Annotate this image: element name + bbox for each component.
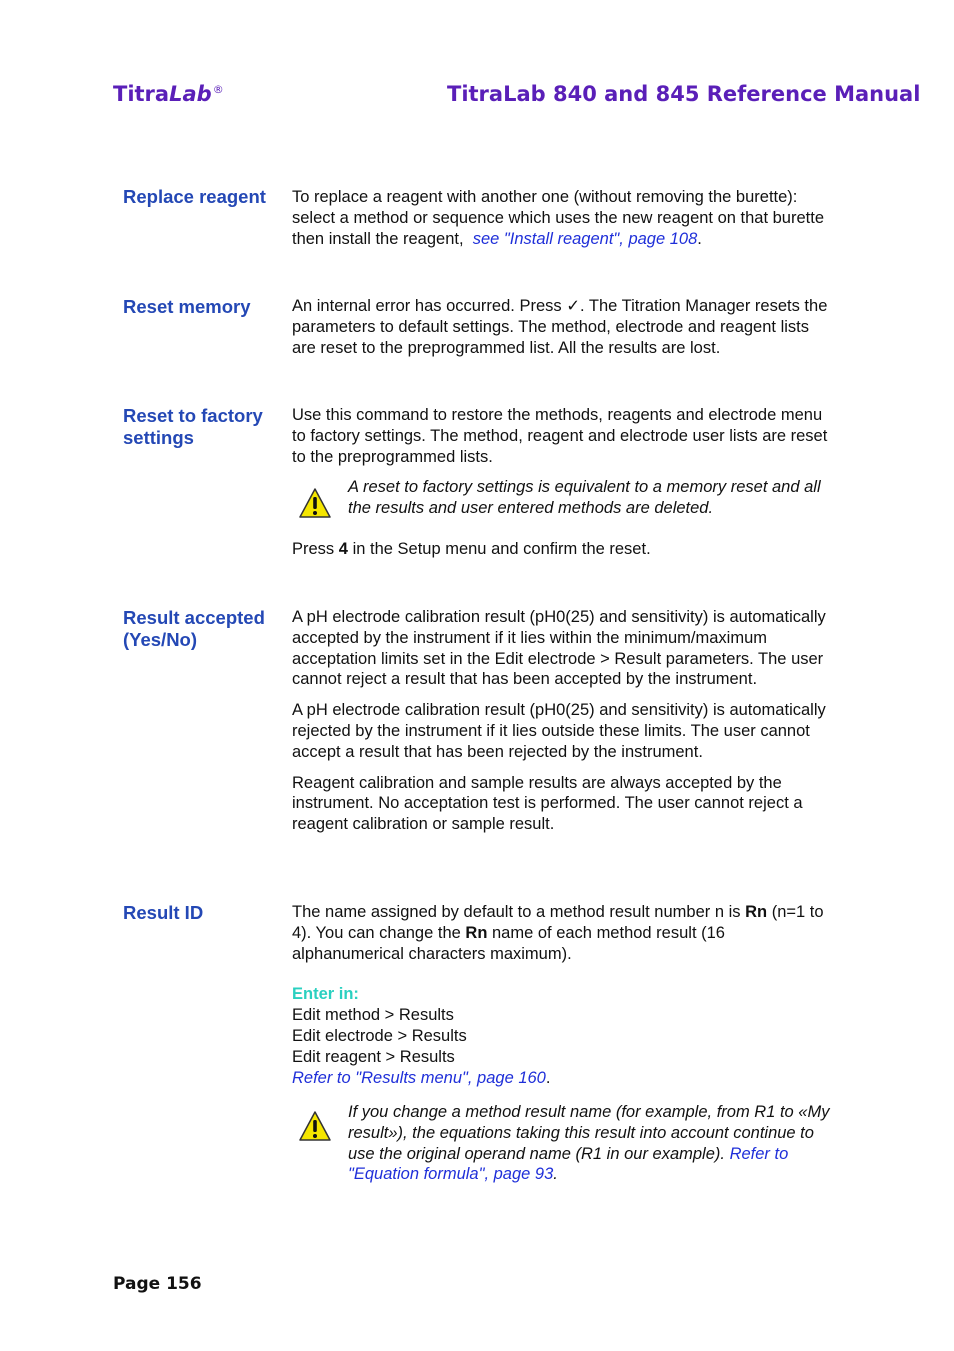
term-result-accepted-l2: (Yes/No) bbox=[123, 629, 198, 650]
result-id-text-b: (n=1 to 4). You can change the bbox=[292, 903, 824, 942]
note-result-id bbox=[292, 1102, 837, 1185]
enter-item: Edit reagent > Results bbox=[292, 1047, 455, 1066]
page-number: Page 156 bbox=[113, 1274, 202, 1294]
body-result-accepted bbox=[292, 607, 837, 845]
term-result-id: Result ID bbox=[123, 902, 204, 923]
result-accepted-p3: Reagent calibration and sample results are always accepted by the instrument. No acceptation test is performed. The user cannot reject a reagent calibration or sample result. bbox=[292, 773, 803, 834]
enter-in-label: Enter in: bbox=[292, 985, 359, 1004]
note-result-id-body: If you change a method result name (for example, from R1 to «My result»), the equations taking this result into account continue to use the original operand name (R1 in our example). bbox=[348, 1103, 830, 1163]
press-text-a: Press bbox=[292, 540, 335, 558]
note-reset-factory bbox=[292, 477, 837, 519]
enter-item: Edit electrode > Results bbox=[292, 1026, 467, 1045]
replace-reagent-text: To replace a reagent with another one (without removing the burette): select a method or sequence which uses the new reagent on that burette then install the reagent, bbox=[292, 188, 825, 248]
reset-memory-text-a: An internal error has occurred. Press bbox=[292, 297, 562, 315]
result-accepted-p2: A pH electrode calibration result (pH0(25) and sensitivity) is automatically rejected by the instrument if it lies outside these limits. The user cannot accept a result that has been rejected by the instrument. bbox=[292, 701, 826, 761]
brand-italic: Lab bbox=[169, 82, 212, 106]
brand-registered: ® bbox=[212, 83, 224, 96]
reset-memory-text-b: . The Titration Manager resets the parameters to default settings. The method, electrode and reagent lists are reset to the preprogrammed list. All the results are lost. bbox=[292, 297, 828, 357]
term-reset-factory-l2: settings bbox=[123, 427, 194, 448]
link-results-menu[interactable]: Refer to "Results menu", page 160 bbox=[292, 1068, 546, 1087]
header-title: TitraLab 840 and 845 Reference Manual bbox=[447, 82, 921, 106]
body-reset-factory bbox=[292, 405, 837, 477]
result-id-text-c: name of each method result (16 alphanumerical characters maximum). bbox=[292, 923, 725, 963]
term-reset-factory bbox=[123, 405, 283, 449]
result-id-rn1: Rn bbox=[745, 903, 768, 921]
body-replace-reagent bbox=[292, 187, 837, 249]
link-equation-formula[interactable]: Refer to "Equation formula", page 93 bbox=[348, 1144, 789, 1184]
press-text-b: in the Setup menu and confirm the reset. bbox=[352, 540, 651, 558]
link-install-reagent[interactable]: see "Install reagent", page 108 bbox=[472, 229, 698, 248]
term-result-accepted bbox=[123, 607, 283, 651]
warning-icon bbox=[298, 487, 332, 519]
term-reset-memory: Reset memory bbox=[123, 296, 251, 317]
brand-prefix: Titra bbox=[113, 82, 170, 106]
body-result-id bbox=[292, 902, 837, 1088]
reset-factory-text: Use this command to restore the methods, reagents and electrode menu to factory settings. The method, reagent and electrode user lists are reset to the preprogrammed lists. bbox=[292, 406, 828, 466]
replace-reagent-end: . bbox=[697, 229, 702, 248]
result-id-text-a: The name assigned by default to a method result number n is bbox=[292, 903, 741, 921]
body-reset-memory bbox=[292, 296, 837, 358]
warning-icon bbox=[298, 1110, 332, 1142]
press-key: 4 bbox=[338, 540, 348, 558]
enter-item: Edit method > Results bbox=[292, 1006, 454, 1025]
note-result-id-text bbox=[348, 1102, 837, 1185]
term-reset-factory-l1: Reset to factory bbox=[123, 405, 263, 426]
term-replace-reagent: Replace reagent bbox=[123, 186, 266, 207]
note-result-id-end: . bbox=[553, 1165, 558, 1184]
results-menu-end: . bbox=[545, 1068, 551, 1087]
body-reset-factory-press bbox=[292, 539, 837, 560]
note-reset-factory-text: A reset to factory settings is equivalent to a memory reset and all the results and user entered methods are deleted. bbox=[348, 478, 821, 517]
header-brand bbox=[113, 82, 224, 106]
check-icon: ✓ bbox=[566, 297, 581, 315]
result-accepted-p1: A pH electrode calibration result (pH0(25) and sensitivity) is automatically accepted by the instrument if it lies within the minimum/maximum acceptation limits set in the Edit electrode > Result parameters. The user cannot reject a result that has been accepted by the instrument. bbox=[292, 608, 826, 689]
result-id-rn2: Rn bbox=[465, 923, 488, 942]
term-result-accepted-l1: Result accepted bbox=[123, 607, 265, 628]
